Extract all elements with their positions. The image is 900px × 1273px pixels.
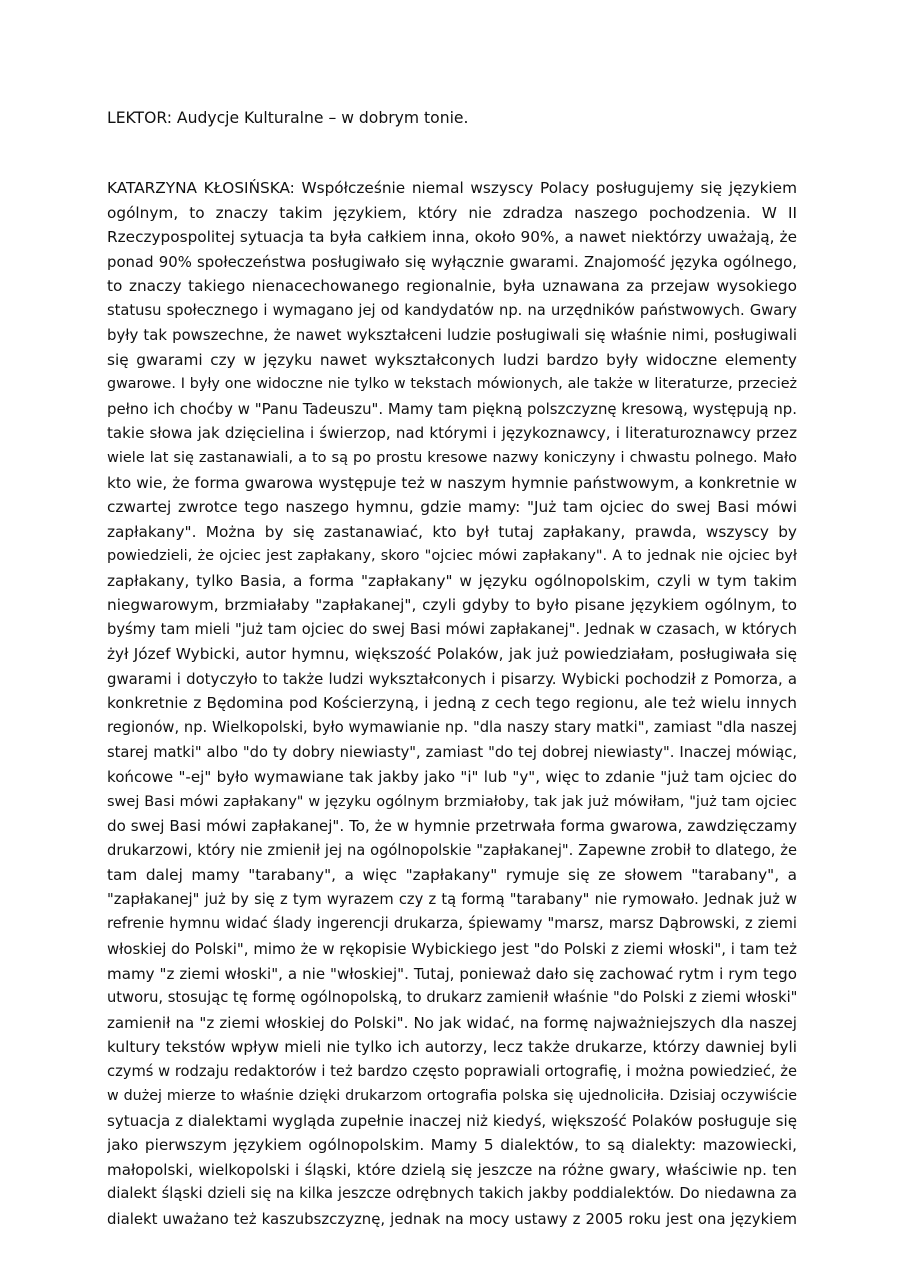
text-line: ogólnym, to znaczy takim językiem, który nie zdradza naszego pochodzenia. W II bbox=[107, 203, 797, 222]
text-line: niegwarowym, brzmiałaby "zapłakanej", czyli gdyby to było pisane językiem ogólnym, to bbox=[107, 596, 797, 615]
text-line: statusu społecznego i wymagano jej od kandydatów np. na urzędników państwowych. Gwary bbox=[107, 301, 797, 319]
text-line: "zapłakanej" już by się z tym wyrazem czy z tą formą "tarabany" nie rymowało. Jednak już w bbox=[107, 890, 797, 908]
lektor-line: LEKTOR: Audycje Kulturalne – w dobrym tonie. bbox=[107, 109, 469, 127]
text-line: końcowe "-ej" było wymawiane tak jakby jako "i" lub "y", więc to zdanie "już tam ojciec do bbox=[107, 768, 797, 787]
text-line: włoskiej do Polski", mimo że w rękopisie Wybickiego jest "do Polski z ziemi włoski", i tam też bbox=[107, 939, 797, 958]
text-line: żył Józef Wybicki, autor hymnu, większość Polaków, jak już powiedziałam, posługiwała się bbox=[107, 645, 797, 664]
text-line: czymś w rodzaju redaktorów i też bardzo często poprawiali ortografię, i można powiedzieć, że bbox=[107, 1062, 797, 1080]
text-line: drukarzowi, który nie zmienił jej na ogólnopolskie "zapłakanej". Zapewne zrobił to dlatego, że bbox=[107, 841, 797, 859]
text-line: starej matki" albo "do ty dobry niewiasty", zamiast "do tej dobrej niewiasty". Inaczej mówiąc, bbox=[107, 743, 797, 761]
text-line: gwarowe. I były one widoczne nie tylko w tekstach mówionych, ale także w literaturze, przecież bbox=[107, 376, 797, 393]
text-line: refrenie hymnu widać ślady ingerencji drukarza, śpiewamy "marsz, marsz Dąbrowski, z ziemi bbox=[107, 915, 797, 933]
text-line: do swej Basi mówi zapłakanej". To, że w hymnie przetrwała forma gwarowa, zawdzięczamy bbox=[107, 817, 797, 836]
text-line: swej Basi mówi zapłakany" w języku ogólnym brzmiałoby, tak jak już mówiłam, "już tam ojciec bbox=[107, 793, 797, 810]
text-line: małopolski, wielkopolski i śląski, które dzielą się jeszcze na różne gwary, właściwie np. ten bbox=[107, 1160, 797, 1179]
text-line: pełno ich choćby w "Panu Tadeuszu". Mamy tam piękną polszczyznę kresową, występują np. bbox=[107, 399, 797, 418]
text-line: się gwarami czy w języku nawet wykształconych ludzi bardzo były widoczne elementy bbox=[107, 350, 797, 369]
transcript-paragraph bbox=[107, 176, 797, 1232]
text-line: gwarami i dotyczyło to także ludzi wykształconych i pisarzy. Wybicki pochodził z Pomorza, a bbox=[107, 669, 797, 688]
text-line: zamienił na "z ziemi włoskiej do Polski". No jak widać, na formę najważniejszych dla naszej bbox=[107, 1013, 797, 1032]
text-line: dialekt śląski dzieli się na kilka jeszcze odrębnych takich jakby poddialektów. Do niedawna za bbox=[107, 1185, 797, 1203]
text-line: zapłakany, tylko Basia, a forma "zapłakany" w języku ogólnopolskim, czyli w tym takim bbox=[107, 571, 797, 590]
text-line: takie słowa jak dzięcielina i świerzop, nad którymi i językoznawcy, i literaturoznawcy przez bbox=[107, 424, 797, 443]
text-line: wiele lat się zastanawiali, a to są po prostu kresowe nazwy koniczyny i chwastu polnego. Mało bbox=[107, 450, 797, 467]
text-line: KATARZYNA KŁOSIŃSKA: Współcześnie niemal wszyscy Polacy posługujemy się językiem bbox=[107, 179, 797, 197]
text-line: jako pierwszym językiem ogólnopolskim. Mamy 5 dialektów, to są dialekty: mazowiecki, bbox=[107, 1136, 797, 1155]
text-line: powiedzieli, że ojciec jest zapłakany, skoro "ojciec mówi zapłakany". A to jednak nie ojciec był bbox=[107, 548, 797, 565]
text-line: utworu, stosując tę formę ogólnopolską, to drukarz zamienił właśnie "do Polski z ziemi włoski" bbox=[107, 989, 797, 1007]
text-line: sytuacja z dialektami wygląda zupełnie inaczej niż kiedyś, większość Polaków posługuje się bbox=[107, 1111, 797, 1130]
text-line: czwartej zwrotce tego naszego hymnu, gdzie mamy: "Już tam ojciec do swej Basi mówi bbox=[107, 498, 797, 517]
text-line: Rzeczypospolitej sytuacja ta była całkiem inna, około 90%, a nawet niektórzy uważają, że bbox=[107, 228, 797, 247]
text-line: były tak powszechne, że nawet wykształceni ludzie posługiwali się właśnie nimi, posługiwali bbox=[107, 326, 797, 345]
text-line: byśmy tam mieli "już tam ojciec do swej Basi mówi zapłakanej". Jednak w czasach, w których bbox=[107, 620, 797, 638]
text-line: zapłakany". Można by się zastanawiać, kto był tutaj zapłakany, prawda, wszyscy by bbox=[107, 522, 797, 541]
text-line: to znaczy takiego nienacechowanego regionalnie, była uznawana za przejaw wysokiego bbox=[107, 277, 797, 296]
text-line: dialekt uważano też kaszubszczyznę, jednak na mocy ustawy z 2005 roku jest ona językiem bbox=[107, 1209, 797, 1228]
text-line: kultury tekstów wpływ mieli nie tylko ich autorzy, lecz także drukarze, którzy dawniej byli bbox=[107, 1038, 797, 1057]
text-line: mamy "z ziemi włoski", a nie "włoskiej". Tutaj, ponieważ dało się zachować rytm i rym tego bbox=[107, 964, 797, 983]
text-line: tam dalej mamy "tarabany", a więc "zapłakany" rymuje się ze słowem "tarabany", a bbox=[107, 866, 797, 885]
text-line: regionów, np. Wielkopolski, było wymawianie np. "dla naszy stary matki", zamiast "dla naszej bbox=[107, 719, 797, 737]
text-line: ponad 90% społeczeństwa posługiwało się wyłącznie gwarami. Znajomość języka ogólnego, bbox=[107, 252, 797, 271]
text-line: konkretnie z Będomina pod Kościerzyną, i jedną z cech tego regionu, ale też wielu innych bbox=[107, 694, 797, 713]
text-line: kto wie, że forma gwarowa występuje też w naszym hymnie państwowym, a konkretnie w bbox=[107, 473, 797, 492]
text-line: w dużej mierze to właśnie dzięki drukarzom ortografia polska się ujednoliciła. Dzisiaj oczywiście bbox=[107, 1088, 797, 1105]
